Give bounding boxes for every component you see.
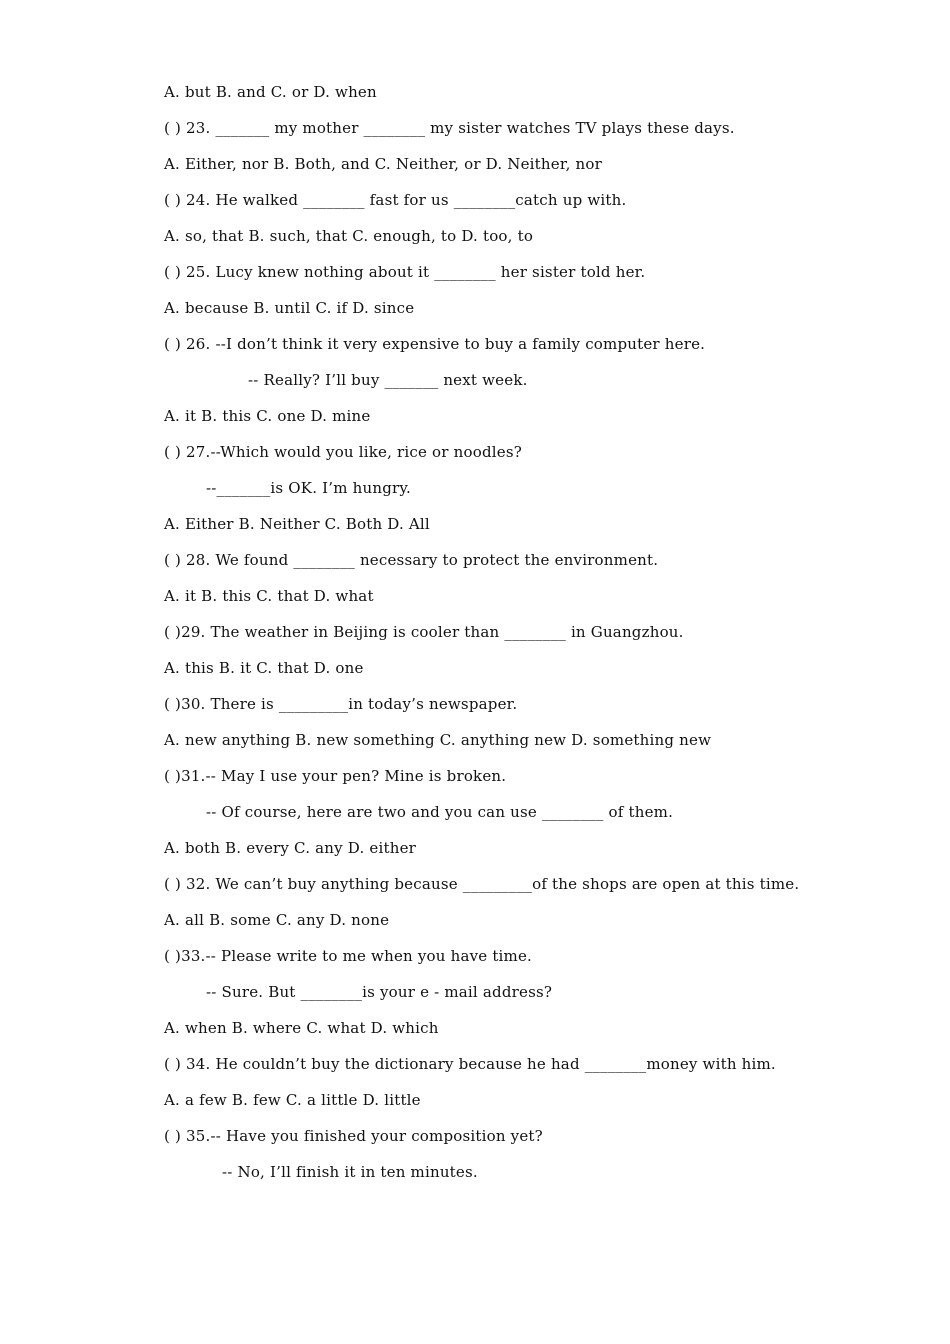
- options-line: A. it B. this C. that D. what: [164, 587, 374, 605]
- question-24: ( ) 24. He walked ________ fast for us ________catch up with.: [164, 191, 627, 209]
- options-line: A. but B. and C. or D. when: [164, 83, 377, 101]
- question-26-reply: -- Really? I’ll buy _______ next week.: [248, 371, 528, 389]
- question-31: ( )31.-- May I use your pen? Mine is broken.: [164, 767, 507, 785]
- question-list: [164, 82, 824, 1198]
- question-29: ( )29. The weather in Beijing is cooler than ________ in Guangzhou.: [164, 623, 684, 641]
- options-line: A. a few B. few C. a little D. little: [164, 1091, 421, 1109]
- question-27-reply: --_______is OK. I’m hungry.: [206, 479, 412, 497]
- options-line: A. this B. it C. that D. one: [164, 659, 364, 677]
- question-28: ( ) 28. We found ________ necessary to protect the environment.: [164, 551, 659, 569]
- options-line: A. Either B. Neither C. Both D. All: [164, 515, 430, 533]
- question-35-reply: -- No, I’ll finish it in ten minutes.: [222, 1163, 478, 1181]
- options-line: A. Either, nor B. Both, and C. Neither, or D. Neither, nor: [164, 155, 602, 173]
- question-32: ( ) 32. We can’t buy anything because _________of the shops are open at this time.: [164, 875, 800, 893]
- question-34: ( ) 34. He couldn’t buy the dictionary because he had ________money with him.: [164, 1055, 776, 1073]
- question-35: ( ) 35.-- Have you finished your composition yet?: [164, 1127, 543, 1145]
- options-line: A. all B. some C. any D. none: [164, 911, 390, 929]
- options-line: A. because B. until C. if D. since: [164, 299, 415, 317]
- question-30: ( )30. There is _________in today’s newspaper.: [164, 695, 518, 713]
- options-line: A. so, that B. such, that C. enough, to D. too, to: [164, 227, 534, 245]
- question-26: ( ) 26. --I don’t think it very expensive to buy a family computer here.: [164, 335, 706, 353]
- question-33: ( )33.-- Please write to me when you have time.: [164, 947, 533, 965]
- options-line: A. it B. this C. one D. mine: [164, 407, 371, 425]
- options-line: A. when B. where C. what D. which: [164, 1019, 439, 1037]
- question-33-reply: -- Sure. But ________is your e - mail address?: [206, 983, 553, 1001]
- question-31-reply: -- Of course, here are two and you can use ________ of them.: [206, 803, 674, 821]
- question-25: ( ) 25. Lucy knew nothing about it ________ her sister told her.: [164, 263, 646, 281]
- options-line: A. both B. every C. any D. either: [164, 839, 417, 857]
- question-27: ( ) 27.--Which would you like, rice or noodles?: [164, 443, 522, 461]
- options-line: A. new anything B. new something C. anything new D. something new: [164, 731, 712, 749]
- question-23: ( ) 23. _______ my mother ________ my sister watches TV plays these days.: [164, 119, 735, 137]
